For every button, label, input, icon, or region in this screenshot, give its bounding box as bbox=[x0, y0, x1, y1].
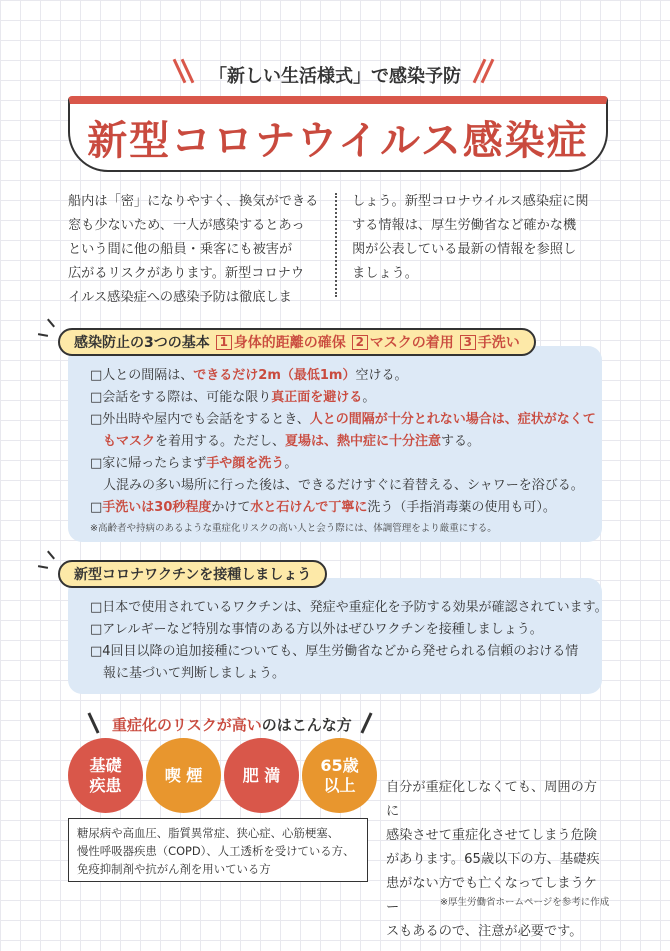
vaccine-line: □日本で使用されているワクチンは、発症や重症化を予防する効果が確認されています。 bbox=[90, 600, 608, 615]
highlight-text: 手や顔を洗う bbox=[206, 456, 285, 471]
risk-title bbox=[112, 714, 352, 735]
risk-title-rest: のはこんな方 bbox=[261, 716, 352, 734]
highlight-text: 水と石けんで丁寧に bbox=[250, 500, 368, 515]
basics-line bbox=[90, 452, 297, 471]
highlight-text: 手洗いは30秒程度 bbox=[102, 500, 212, 515]
basics-line bbox=[90, 496, 556, 515]
intro-line: 窓も少ないため、一人が感染するとあっ bbox=[68, 218, 305, 233]
risk-circle-age bbox=[302, 738, 377, 813]
text-segment: □人との間隔は、 bbox=[90, 368, 194, 383]
basics-line bbox=[90, 364, 408, 383]
condition-line: 慢性呼吸器疾患（COPD）、人工透析を受けている方、 bbox=[77, 844, 355, 858]
basics-note: ※高齢者や持病のあるような重症化リスクの高い人と会う際には、体調管理をより厳重にする。 bbox=[90, 523, 497, 534]
risk-circle-underlying-disease bbox=[68, 738, 143, 813]
condition-line: 糖尿病や高血圧、脂質異常症、狭心症、心筋梗塞、 bbox=[77, 826, 339, 840]
basics-item-1: 身体的距離の確保 bbox=[233, 335, 346, 351]
intro-line: イルス感染症への感染予防は徹底しま bbox=[68, 290, 292, 305]
text-segment: する。 bbox=[441, 434, 481, 449]
text-segment: 。 bbox=[362, 390, 376, 405]
text-segment: 空ける。 bbox=[355, 368, 408, 383]
risk-explanation bbox=[386, 776, 606, 944]
circle-label: 肥 満 bbox=[242, 765, 281, 785]
circle-label: 以上 bbox=[323, 775, 356, 795]
intro-line: 広がるリスクがあります。新型コロナウ bbox=[68, 266, 305, 281]
explanation-line: 自分が重症化しなくても、周囲の方に bbox=[386, 780, 597, 819]
number-badge: 2 bbox=[352, 335, 368, 350]
burst-mark bbox=[38, 565, 48, 569]
intro-line: ましょう。 bbox=[352, 266, 418, 281]
intro-left bbox=[68, 190, 328, 310]
title-banner bbox=[68, 96, 608, 172]
risk-circle-obesity bbox=[224, 738, 299, 813]
vaccine-line: 報に基づいて判断しましょう。 bbox=[103, 666, 286, 681]
number-badge: 1 bbox=[216, 335, 232, 350]
page-subtitle: 「新しい生活様式」で感染予防 bbox=[209, 66, 461, 87]
circle-label: 65歳 bbox=[320, 755, 359, 775]
highlight-text: できるだけ2m（最低1m） bbox=[193, 368, 356, 383]
circle-label: 基礎 bbox=[89, 755, 122, 775]
intro-line: 関が公表している最新の情報を参照し bbox=[352, 242, 577, 257]
burst-mark bbox=[47, 319, 55, 328]
highlight-text: 人との間隔が十分とれない場合は、症状がなくて bbox=[309, 412, 596, 427]
text-segment: 人混みの多い場所に行った後は、できるだけすぐに着替える、シャワーを浴びる。 bbox=[103, 478, 584, 493]
explanation-line: があります。65歳以下の方、基礎疾 bbox=[386, 852, 600, 867]
highlight-text: もマスク bbox=[103, 434, 156, 449]
text-segment: □家に帰ったらまず bbox=[90, 456, 207, 471]
slash-decoration bbox=[87, 712, 99, 733]
circle-label: 疾患 bbox=[89, 775, 122, 795]
source-footnote: ※厚生労働省ホームページを参考に作成 bbox=[440, 897, 610, 908]
intro-line: という間に他の船員・乗客にも被害が bbox=[68, 242, 293, 257]
burst-mark bbox=[38, 333, 48, 337]
intro-line: しょう。新型コロナウイルス感染症に関 bbox=[352, 194, 589, 209]
intro-right bbox=[352, 190, 614, 286]
vaccine-line: □アレルギーなど特別な事情のある方以外はぜひワクチンを接種しましょう。 bbox=[90, 622, 543, 637]
slash-decoration bbox=[360, 712, 372, 733]
explanation-line: 患がない方でも亡くなってしまうケー bbox=[386, 876, 597, 915]
highlight-text: 真正面を避ける bbox=[271, 390, 363, 405]
text-segment: かけて bbox=[211, 500, 251, 515]
page-title: 新型コロナウイルス感染症 bbox=[87, 117, 589, 164]
vaccine-tag: 新型コロナワクチンを接種しましょう bbox=[58, 560, 327, 588]
basics-line bbox=[90, 386, 375, 405]
intro-line: する情報は、厚生労働省など確かな機 bbox=[352, 218, 577, 233]
text-segment: 。 bbox=[284, 456, 298, 471]
basics-line bbox=[103, 474, 584, 493]
basics-line bbox=[90, 408, 596, 427]
text-segment: □ bbox=[90, 500, 103, 515]
risk-circle-smoking bbox=[146, 738, 221, 813]
column-divider bbox=[335, 193, 337, 297]
basics-item-2: マスクの着用 bbox=[369, 335, 454, 351]
circle-label: 喫 煙 bbox=[164, 765, 203, 785]
intro-line: 船内は「密」になりやすく、換気ができる bbox=[68, 194, 319, 209]
risk-conditions-box bbox=[68, 818, 368, 882]
vaccine-line: □4回目以降の追加接種についても、厚生労働省などから発せられる信頼のおける情 bbox=[90, 644, 579, 659]
basics-tag bbox=[58, 328, 536, 356]
text-segment: □外出時や屋内でも会話をするとき、 bbox=[90, 412, 310, 427]
basics-tag-prefix: 感染防止の3つの基本 bbox=[74, 335, 210, 351]
condition-line: 免疫抑制剤や抗がん剤を用いている方 bbox=[77, 862, 271, 876]
text-segment: □会話をする際は、可能な限り bbox=[90, 390, 272, 405]
burst-mark bbox=[47, 551, 55, 560]
number-badge: 3 bbox=[460, 335, 476, 350]
basics-line bbox=[103, 430, 480, 449]
text-segment: 洗う（手指消毒薬の使用も可）。 bbox=[367, 500, 556, 515]
explanation-line: スもあるので、注意が必要です。 bbox=[386, 924, 583, 939]
text-segment: を着用する。ただし、 bbox=[155, 434, 286, 449]
explanation-line: 感染させて重症化させてしまう危険 bbox=[386, 828, 597, 843]
risk-title-highlight: 重症化のリスクが高い bbox=[112, 716, 262, 734]
basics-item-3: 手洗い bbox=[477, 335, 520, 351]
highlight-text: 夏場は、熱中症に十分注意 bbox=[285, 434, 442, 449]
